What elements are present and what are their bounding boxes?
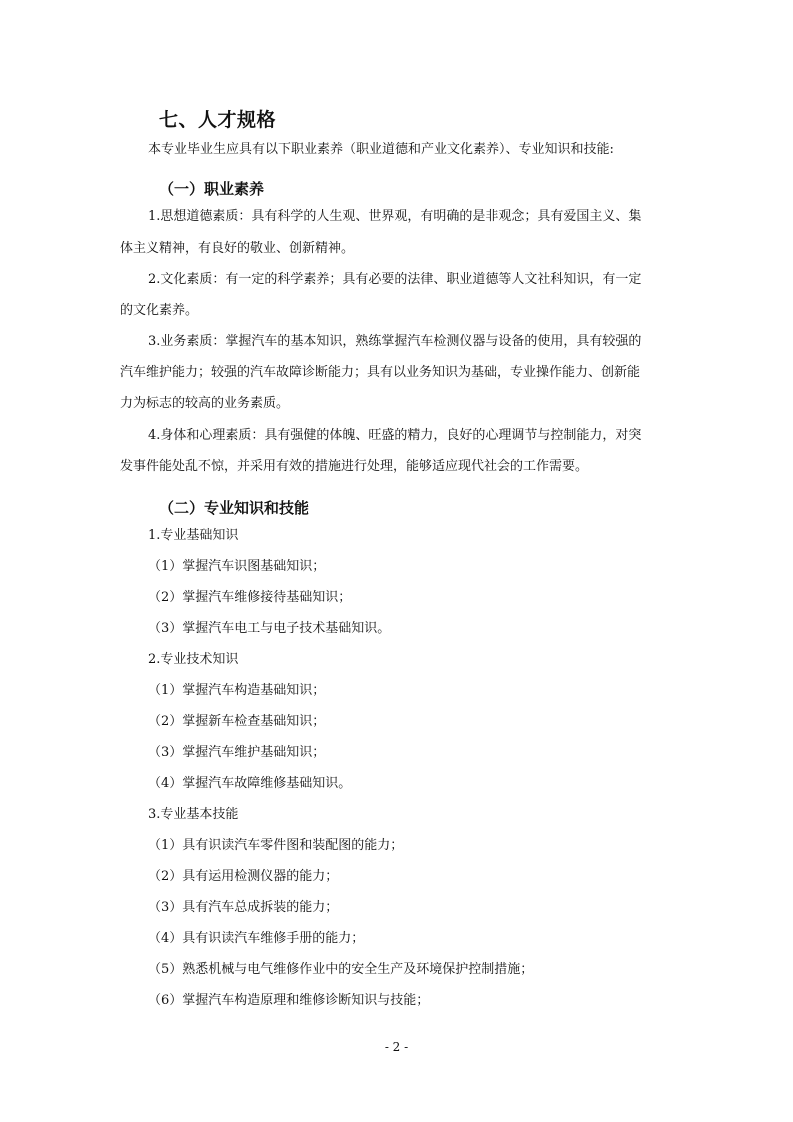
section-title: 七、人才规格 [159, 109, 277, 131]
list-item: （4）掌握汽车故障维修基础知识。 [148, 776, 352, 791]
list-item: （2）掌握新车检查基础知识； [148, 714, 326, 729]
list-item: 3.专业基本技能 [148, 807, 239, 822]
paragraph-line: 的文化素养。 [120, 303, 199, 318]
paragraph-line: 1.思想道德素质：具有科学的人生观、世界观，有明确的是非观念；具有爱国主义、集 [148, 209, 642, 224]
paragraph-line: 3.业务素质：掌握汽车的基本知识，熟练掌握汽车检测仪器与设备的使用，具有较强的 [148, 334, 642, 349]
list-item: （1）掌握汽车构造基础知识； [148, 683, 326, 698]
list-item: （3）掌握汽车电工与电子技术基础知识。 [148, 621, 391, 636]
list-item: （3）具有汽车总成拆装的能力； [148, 900, 339, 915]
paragraph-line: 4.身体和心理素质：具有强健的体魄、旺盛的精力，良好的心理调节与控制能力，对突 [148, 428, 642, 443]
subsection-title-1: （一）职业素养 [159, 180, 265, 198]
list-item: （3）掌握汽车维护基础知识； [148, 745, 326, 760]
intro-paragraph: 本专业毕业生应具有以下职业素养（职业道德和产业文化素养）、专业知识和技能: [148, 142, 614, 157]
paragraph-line: 2.文化素质：有一定的科学素养；具有必要的法律、职业道德等人文社科知识，有一定 [148, 272, 642, 287]
list-item: 1.专业基础知识 [148, 528, 239, 543]
list-item: （2）掌握汽车维修接待基础知识； [148, 590, 352, 605]
page-number: - 2 - [384, 1040, 409, 1054]
list-item: （4）具有识读汽车维修手册的能力； [148, 931, 365, 946]
list-item: （5）熟悉机械与电气维修作业中的安全生产及环境保护控制措施； [148, 962, 534, 977]
subsection-title-2: （二）专业知识和技能 [159, 499, 310, 517]
list-item: （6）掌握汽车构造原理和维修诊断知识与技能； [148, 993, 430, 1008]
list-item: （1）具有识读汽车零件图和装配图的能力； [148, 838, 404, 853]
paragraph-line: 发事件能处乱不惊，并采用有效的措施进行处理，能够适应现代社会的工作需要。 [120, 459, 589, 474]
paragraph-line: 汽车维护能力；较强的汽车故障诊断能力；具有以业务知识为基础，专业操作能力、创新能 [120, 365, 641, 380]
list-item: 2.专业技术知识 [148, 652, 239, 667]
list-item: （2）具有运用检测仪器的能力； [148, 869, 339, 884]
paragraph-line: 体主义精神，有良好的敬业、创新精神。 [120, 241, 355, 256]
paragraph-line: 力为标志的较高的业务素质。 [120, 396, 290, 411]
list-item: （1）掌握汽车识图基础知识； [148, 559, 326, 574]
